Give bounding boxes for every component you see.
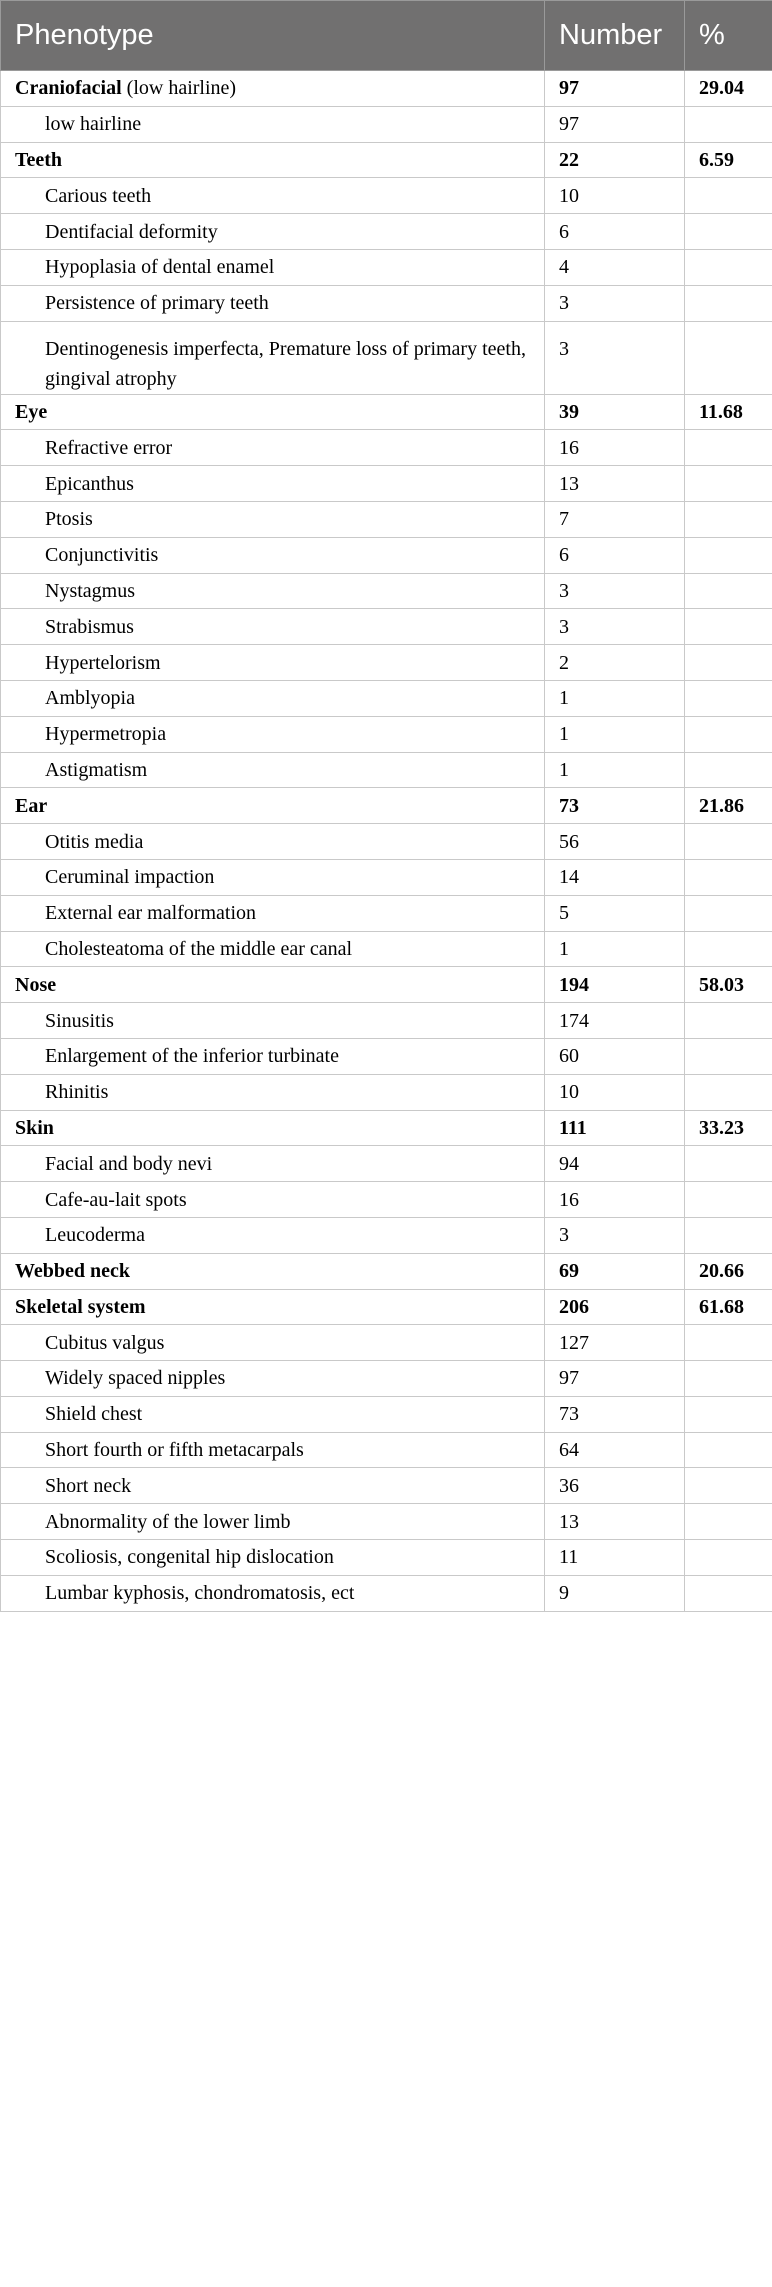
table-row xyxy=(1,249,772,285)
phenotype-label: Cholesteatoma of the middle ear canal xyxy=(45,937,353,960)
phenotype-cell xyxy=(1,1003,545,1039)
category-row xyxy=(1,394,772,430)
number-cell: 3 xyxy=(545,1217,685,1253)
phenotype-label: Cafe-au-lait spots xyxy=(45,1188,187,1211)
number-cell: 6 xyxy=(545,214,685,250)
percent-cell xyxy=(685,1325,772,1361)
phenotype-cell xyxy=(1,466,545,502)
phenotype-label: Short neck xyxy=(45,1474,132,1497)
table-row xyxy=(1,1361,772,1397)
phenotype-cell xyxy=(1,895,545,931)
percent-cell: 61.68 xyxy=(685,1289,772,1325)
phenotype-label: Enlargement of the inferior turbinate xyxy=(45,1045,339,1068)
phenotype-cell xyxy=(1,680,545,716)
column-header-percent: % xyxy=(685,1,772,71)
table-row xyxy=(1,501,772,537)
phenotype-label: Skin xyxy=(15,1116,54,1139)
phenotype-label: Ceruminal impaction xyxy=(45,866,215,889)
number-cell: 97 xyxy=(545,106,685,142)
phenotype-label: Teeth xyxy=(15,148,63,171)
percent-cell xyxy=(685,430,772,466)
percent-cell xyxy=(685,645,772,681)
percent-cell xyxy=(685,1038,772,1074)
column-header-number: Number xyxy=(545,1,685,71)
number-cell: 73 xyxy=(545,1396,685,1432)
percent-cell xyxy=(685,537,772,573)
table-row xyxy=(1,931,772,967)
phenotype-cell xyxy=(1,716,545,752)
phenotype-cell xyxy=(1,285,545,321)
percent-cell xyxy=(685,1003,772,1039)
phenotype-cell xyxy=(1,321,545,394)
percent-cell: 29.04 xyxy=(685,71,772,107)
table-row xyxy=(1,645,772,681)
number-cell: 1 xyxy=(545,680,685,716)
table-row xyxy=(1,609,772,645)
percent-cell: 58.03 xyxy=(685,967,772,1003)
phenotype-label: Conjunctivitis xyxy=(45,544,159,567)
phenotype-label: Webbed neck xyxy=(15,1260,131,1283)
phenotype-cell xyxy=(1,1289,545,1325)
table-row xyxy=(1,430,772,466)
number-cell: 56 xyxy=(545,824,685,860)
phenotype-label: Widely spaced nipples xyxy=(45,1367,226,1390)
percent-cell xyxy=(685,824,772,860)
phenotype-cell xyxy=(1,824,545,860)
phenotype-cell xyxy=(1,537,545,573)
percent-cell xyxy=(685,1540,772,1576)
percent-cell xyxy=(685,1182,772,1218)
phenotype-label: Epicanthus xyxy=(45,472,134,495)
phenotype-cell xyxy=(1,1217,545,1253)
phenotype-label: Nystagmus xyxy=(45,579,135,602)
number-cell: 111 xyxy=(545,1110,685,1146)
phenotype-label: low hairline xyxy=(45,113,142,136)
phenotype-label: Rhinitis xyxy=(45,1081,109,1104)
phenotype-cell xyxy=(1,573,545,609)
phenotype-cell xyxy=(1,501,545,537)
phenotype-label: Hypoplasia of dental enamel xyxy=(45,256,275,279)
number-cell: 22 xyxy=(545,142,685,178)
table-row xyxy=(1,1038,772,1074)
phenotype-cell xyxy=(1,1253,545,1289)
phenotype-cell xyxy=(1,430,545,466)
category-row xyxy=(1,967,772,1003)
number-cell: 3 xyxy=(545,609,685,645)
number-cell: 6 xyxy=(545,537,685,573)
percent-cell xyxy=(685,859,772,895)
percent-cell xyxy=(685,285,772,321)
table-row xyxy=(1,1540,772,1576)
percent-cell xyxy=(685,1432,772,1468)
number-cell: 97 xyxy=(545,1361,685,1397)
category-row xyxy=(1,788,772,824)
number-cell: 94 xyxy=(545,1146,685,1182)
phenotype-label: External ear malformation xyxy=(45,902,257,925)
table-body xyxy=(1,71,772,1612)
phenotype-label: Carious teeth xyxy=(45,184,152,207)
number-cell: 16 xyxy=(545,430,685,466)
percent-cell xyxy=(685,1575,772,1611)
phenotype-cell xyxy=(1,249,545,285)
percent-cell: 33.23 xyxy=(685,1110,772,1146)
percent-cell xyxy=(685,1504,772,1540)
table-row xyxy=(1,178,772,214)
number-cell: 194 xyxy=(545,967,685,1003)
phenotype-cell xyxy=(1,788,545,824)
phenotype-cell xyxy=(1,106,545,142)
percent-cell xyxy=(685,106,772,142)
phenotype-cell xyxy=(1,214,545,250)
table-row xyxy=(1,1074,772,1110)
table-row xyxy=(1,1182,772,1218)
table-row xyxy=(1,537,772,573)
phenotype-cell xyxy=(1,752,545,788)
number-cell: 7 xyxy=(545,501,685,537)
phenotype-label: Skeletal system xyxy=(15,1295,146,1318)
percent-cell xyxy=(685,1468,772,1504)
phenotype-cell xyxy=(1,1468,545,1504)
number-cell: 1 xyxy=(545,716,685,752)
phenotype-label: Hypertelorism xyxy=(45,651,161,674)
table-row xyxy=(1,895,772,931)
table-row xyxy=(1,106,772,142)
table-row xyxy=(1,1325,772,1361)
table-row xyxy=(1,321,772,394)
table-row xyxy=(1,1146,772,1182)
phenotype-label: Amblyopia xyxy=(45,687,135,710)
table-row xyxy=(1,859,772,895)
phenotype-cell xyxy=(1,142,545,178)
number-cell: 39 xyxy=(545,394,685,430)
number-cell: 174 xyxy=(545,1003,685,1039)
table-row xyxy=(1,466,772,502)
phenotype-label: Lumbar kyphosis, chondromatosis, ect xyxy=(45,1582,355,1605)
number-cell: 97 xyxy=(545,71,685,107)
number-cell: 11 xyxy=(545,1540,685,1576)
phenotype-label: Ear xyxy=(15,794,48,817)
percent-cell xyxy=(685,609,772,645)
number-cell: 73 xyxy=(545,788,685,824)
percent-cell: 6.59 xyxy=(685,142,772,178)
phenotype-cell xyxy=(1,71,545,107)
header-row xyxy=(1,1,772,71)
percent-cell xyxy=(685,716,772,752)
phenotype-label: Cubitus valgus xyxy=(45,1331,165,1354)
phenotype-cell xyxy=(1,1396,545,1432)
number-cell: 1 xyxy=(545,931,685,967)
percent-cell: 20.66 xyxy=(685,1253,772,1289)
phenotype-cell xyxy=(1,1110,545,1146)
phenotype-label: Shield chest xyxy=(45,1403,143,1426)
table-header xyxy=(1,1,772,71)
percent-cell xyxy=(685,178,772,214)
number-cell: 2 xyxy=(545,645,685,681)
phenotype-label: Craniofacial xyxy=(15,77,122,100)
table-row xyxy=(1,1396,772,1432)
table-row xyxy=(1,1003,772,1039)
percent-cell xyxy=(685,466,772,502)
table-row xyxy=(1,285,772,321)
phenotype-cell xyxy=(1,1575,545,1611)
phenotype-cell xyxy=(1,609,545,645)
phenotype-cell xyxy=(1,178,545,214)
number-cell: 13 xyxy=(545,1504,685,1540)
percent-cell xyxy=(685,680,772,716)
table-row xyxy=(1,214,772,250)
phenotype-label: Hypermetropia xyxy=(45,723,167,746)
percent-cell xyxy=(685,895,772,931)
percent-cell xyxy=(685,1361,772,1397)
number-cell: 3 xyxy=(545,321,685,394)
number-cell: 14 xyxy=(545,859,685,895)
number-cell: 69 xyxy=(545,1253,685,1289)
number-cell: 127 xyxy=(545,1325,685,1361)
percent-cell xyxy=(685,1396,772,1432)
percent-cell xyxy=(685,321,772,394)
number-cell: 36 xyxy=(545,1468,685,1504)
phenotype-label: Short fourth or fifth metacarpals xyxy=(45,1439,304,1462)
category-row xyxy=(1,71,772,107)
number-cell: 3 xyxy=(545,285,685,321)
phenotype-label: Abnormality of the lower limb xyxy=(45,1510,291,1533)
table-row xyxy=(1,1432,772,1468)
number-cell: 9 xyxy=(545,1575,685,1611)
percent-cell xyxy=(685,1074,772,1110)
phenotype-label: Persistence of primary teeth xyxy=(45,292,269,315)
phenotype-label: Astigmatism xyxy=(45,758,148,781)
table-row xyxy=(1,680,772,716)
number-cell: 3 xyxy=(545,573,685,609)
phenotype-label: Leucoderma xyxy=(45,1224,145,1247)
column-header-phenotype: Phenotype xyxy=(1,1,545,71)
percent-cell xyxy=(685,214,772,250)
phenotype-label: Facial and body nevi xyxy=(45,1152,213,1175)
phenotype-cell xyxy=(1,1325,545,1361)
category-row xyxy=(1,1253,772,1289)
phenotype-cell xyxy=(1,1038,545,1074)
percent-cell: 21.86 xyxy=(685,788,772,824)
phenotype-cell xyxy=(1,1432,545,1468)
phenotype-label-suffix: (low hairline) xyxy=(121,77,237,100)
percent-cell xyxy=(685,1217,772,1253)
phenotype-label: Dentinogenesis imperfecta, Premature loss of primary teeth, gingival atrophy xyxy=(45,337,526,390)
percent-cell xyxy=(685,1146,772,1182)
percent-cell xyxy=(685,501,772,537)
phenotype-label: Scoliosis, congenital hip dislocation xyxy=(45,1546,334,1569)
phenotype-cell xyxy=(1,967,545,1003)
category-row xyxy=(1,1289,772,1325)
phenotype-cell xyxy=(1,394,545,430)
number-cell: 1 xyxy=(545,752,685,788)
table-row xyxy=(1,752,772,788)
phenotype-cell xyxy=(1,931,545,967)
phenotype-label: Dentifacial deformity xyxy=(45,220,218,243)
phenotype-label: Refractive error xyxy=(45,436,173,459)
phenotype-label: Nose xyxy=(15,973,57,996)
table-row xyxy=(1,824,772,860)
phenotype-cell xyxy=(1,859,545,895)
percent-cell xyxy=(685,573,772,609)
number-cell: 16 xyxy=(545,1182,685,1218)
table-row xyxy=(1,716,772,752)
percent-cell: 11.68 xyxy=(685,394,772,430)
table-row xyxy=(1,1468,772,1504)
category-row xyxy=(1,1110,772,1146)
phenotype-cell xyxy=(1,645,545,681)
phenotype-label: Otitis media xyxy=(45,830,144,853)
phenotype-label: Ptosis xyxy=(45,508,93,531)
number-cell: 10 xyxy=(545,1074,685,1110)
phenotype-cell xyxy=(1,1540,545,1576)
phenotype-cell xyxy=(1,1074,545,1110)
number-cell: 206 xyxy=(545,1289,685,1325)
number-cell: 10 xyxy=(545,178,685,214)
number-cell: 13 xyxy=(545,466,685,502)
category-row xyxy=(1,142,772,178)
table-row xyxy=(1,1575,772,1611)
table-row xyxy=(1,1217,772,1253)
number-cell: 4 xyxy=(545,249,685,285)
percent-cell xyxy=(685,249,772,285)
number-cell: 64 xyxy=(545,1432,685,1468)
table-row xyxy=(1,1504,772,1540)
phenotype-cell xyxy=(1,1504,545,1540)
number-cell: 60 xyxy=(545,1038,685,1074)
phenotype-cell xyxy=(1,1146,545,1182)
table-row xyxy=(1,573,772,609)
percent-cell xyxy=(685,752,772,788)
phenotype-label: Eye xyxy=(15,400,48,423)
phenotype-label: Strabismus xyxy=(45,615,134,638)
phenotype-label: Sinusitis xyxy=(45,1009,114,1032)
percent-cell xyxy=(685,931,772,967)
phenotype-cell xyxy=(1,1182,545,1218)
phenotype-cell xyxy=(1,1361,545,1397)
number-cell: 5 xyxy=(545,895,685,931)
